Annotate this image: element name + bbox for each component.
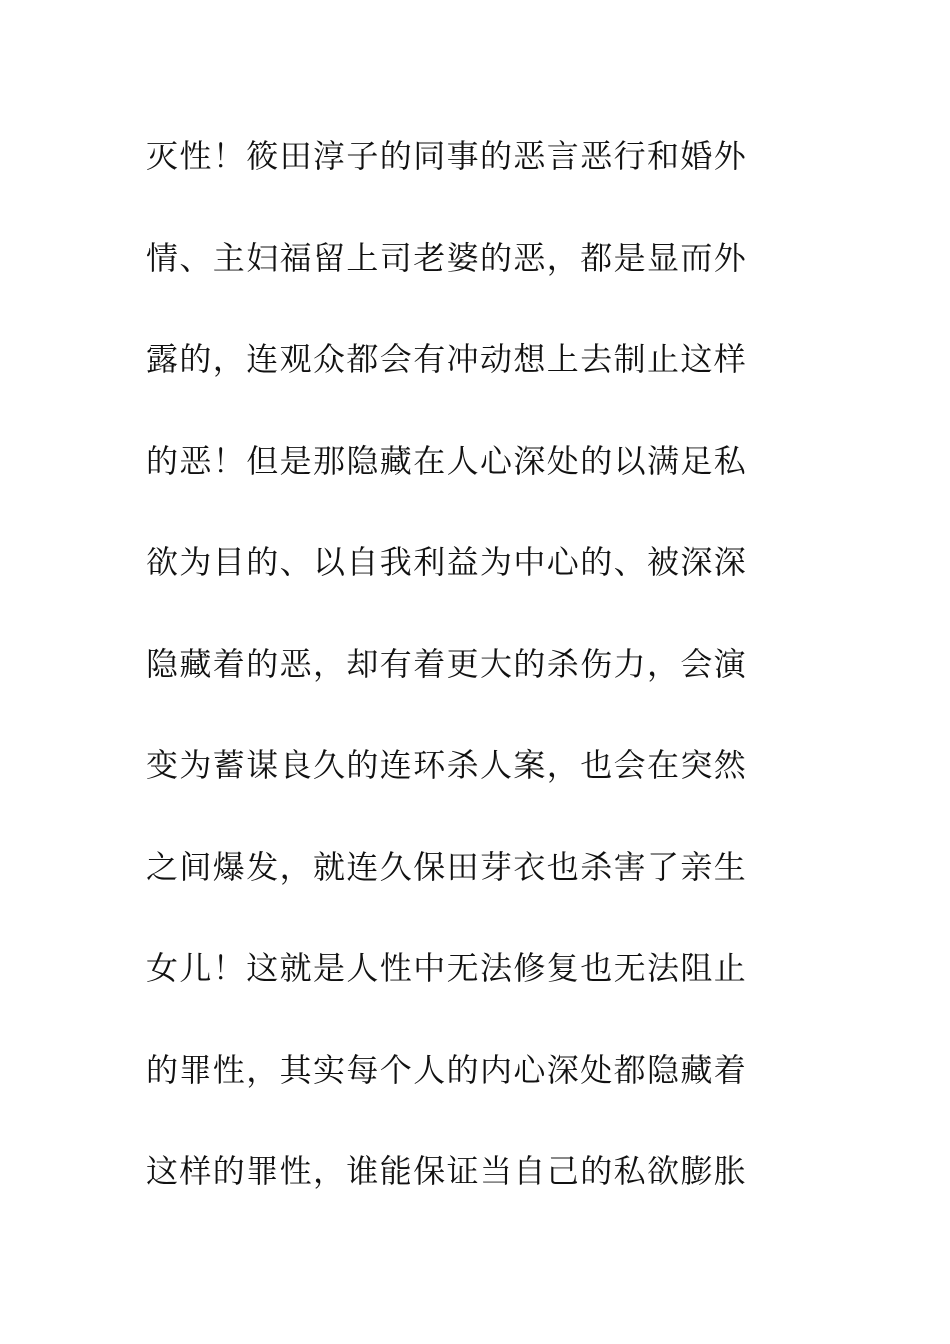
- text-line: 隐藏着的恶，却有着更大的杀伤力，会演: [146, 644, 748, 683]
- text-line: 欲为目的、以自我利益为中心的、被深深: [146, 543, 748, 581]
- text-line: 的罪性，其实每个人的内心深处都隐藏着: [146, 1050, 748, 1089]
- text-line: 这样的罪性，谁能保证当自己的私欲膨胀: [146, 1152, 748, 1190]
- body-text: [146, 126, 786, 1243]
- text-line: 之间爆发，就连久保田芽衣也杀害了亲生: [146, 847, 748, 886]
- text-line: 灭性！筱田淳子的同事的恶言恶行和婚外: [146, 137, 748, 175]
- text-line: 露的，连观众都会有冲动想上去制止这样: [146, 340, 748, 378]
- text-line: 变为蓄谋良久的连环杀人案，也会在突然: [146, 746, 748, 784]
- text-line: 的恶！但是那隐藏在人心深处的以满足私: [146, 441, 748, 480]
- text-line: 情、主妇福留上司老婆的恶，都是显而外: [146, 238, 748, 277]
- text-line: 女儿！这就是人性中无法修复也无法阻止: [146, 949, 748, 987]
